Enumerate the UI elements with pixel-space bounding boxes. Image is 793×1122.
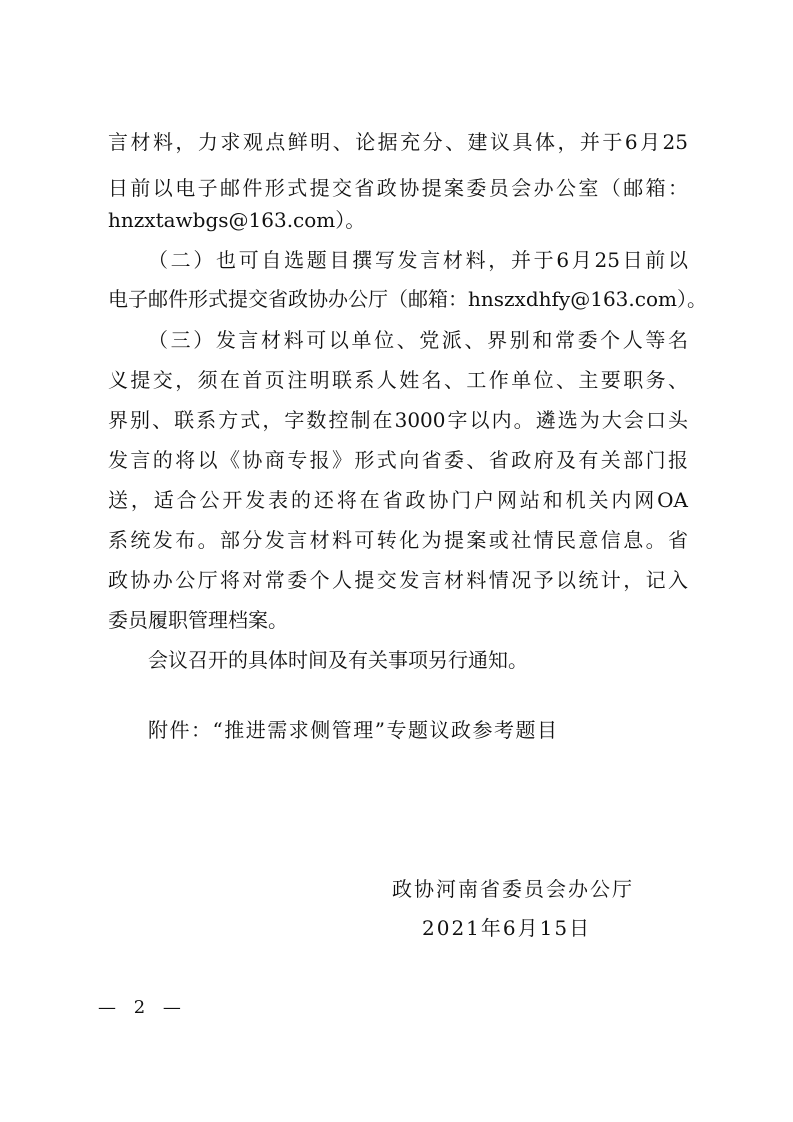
page-number: — 2 — xyxy=(98,997,187,1018)
paragraph-2-line-2: 电子邮件形式提交省政协办公厅（邮箱：hnszxdhfy@163.com）。 xyxy=(108,287,707,311)
body-line-2: 日前以电子邮件形式提交省政协提案委员会办公室（邮箱： xyxy=(108,176,688,200)
paragraph-3-line-1: （三）发言材料可以单位、党派、界别和常委个人等名 xyxy=(148,328,688,352)
paragraph-3-line-6: 系统发布。部分发言材料可转化为提案或社情民意信息。省 xyxy=(108,528,688,552)
paragraph-2-line-1: （二）也可自选题目撰写发言材料，并于6月25日前以 xyxy=(148,248,688,272)
paragraph-3-line-3: 界别、联系方式，字数控制在3000字以内。遴选为大会口头 xyxy=(108,408,688,432)
signature-organization: 政协河南省委员会办公厅 xyxy=(392,877,634,901)
paragraph-3-line-2: 义提交，须在首页注明联系人姓名、工作单位、主要职务、 xyxy=(108,368,688,392)
paragraph-3-line-4: 发言的将以《协商专报》形式向省委、省政府及有关部门报 xyxy=(108,448,688,472)
paragraph-3-line-8: 委员履职管理档案。 xyxy=(108,608,288,632)
paragraph-3-line-5: 送，适合公开发表的还将在省政协门户网站和机关内网OA xyxy=(108,488,688,512)
body-line-1: 言材料，力求观点鲜明、论据充分、建议具体，并于6月25 xyxy=(108,130,688,154)
signature-date: 2021年6月15日 xyxy=(422,916,592,940)
paragraph-3-line-7: 政协办公厅将对常委个人提交发言材料情况予以统计，记入 xyxy=(108,568,688,592)
closing-paragraph: 会议召开的具体时间及有关事项另行通知。 xyxy=(148,648,528,672)
body-line-3: hnzxtawbgs@163.com）。 xyxy=(108,208,366,232)
attachment-note: 附件：“推进需求侧管理”专题议政参考题目 xyxy=(148,718,559,742)
